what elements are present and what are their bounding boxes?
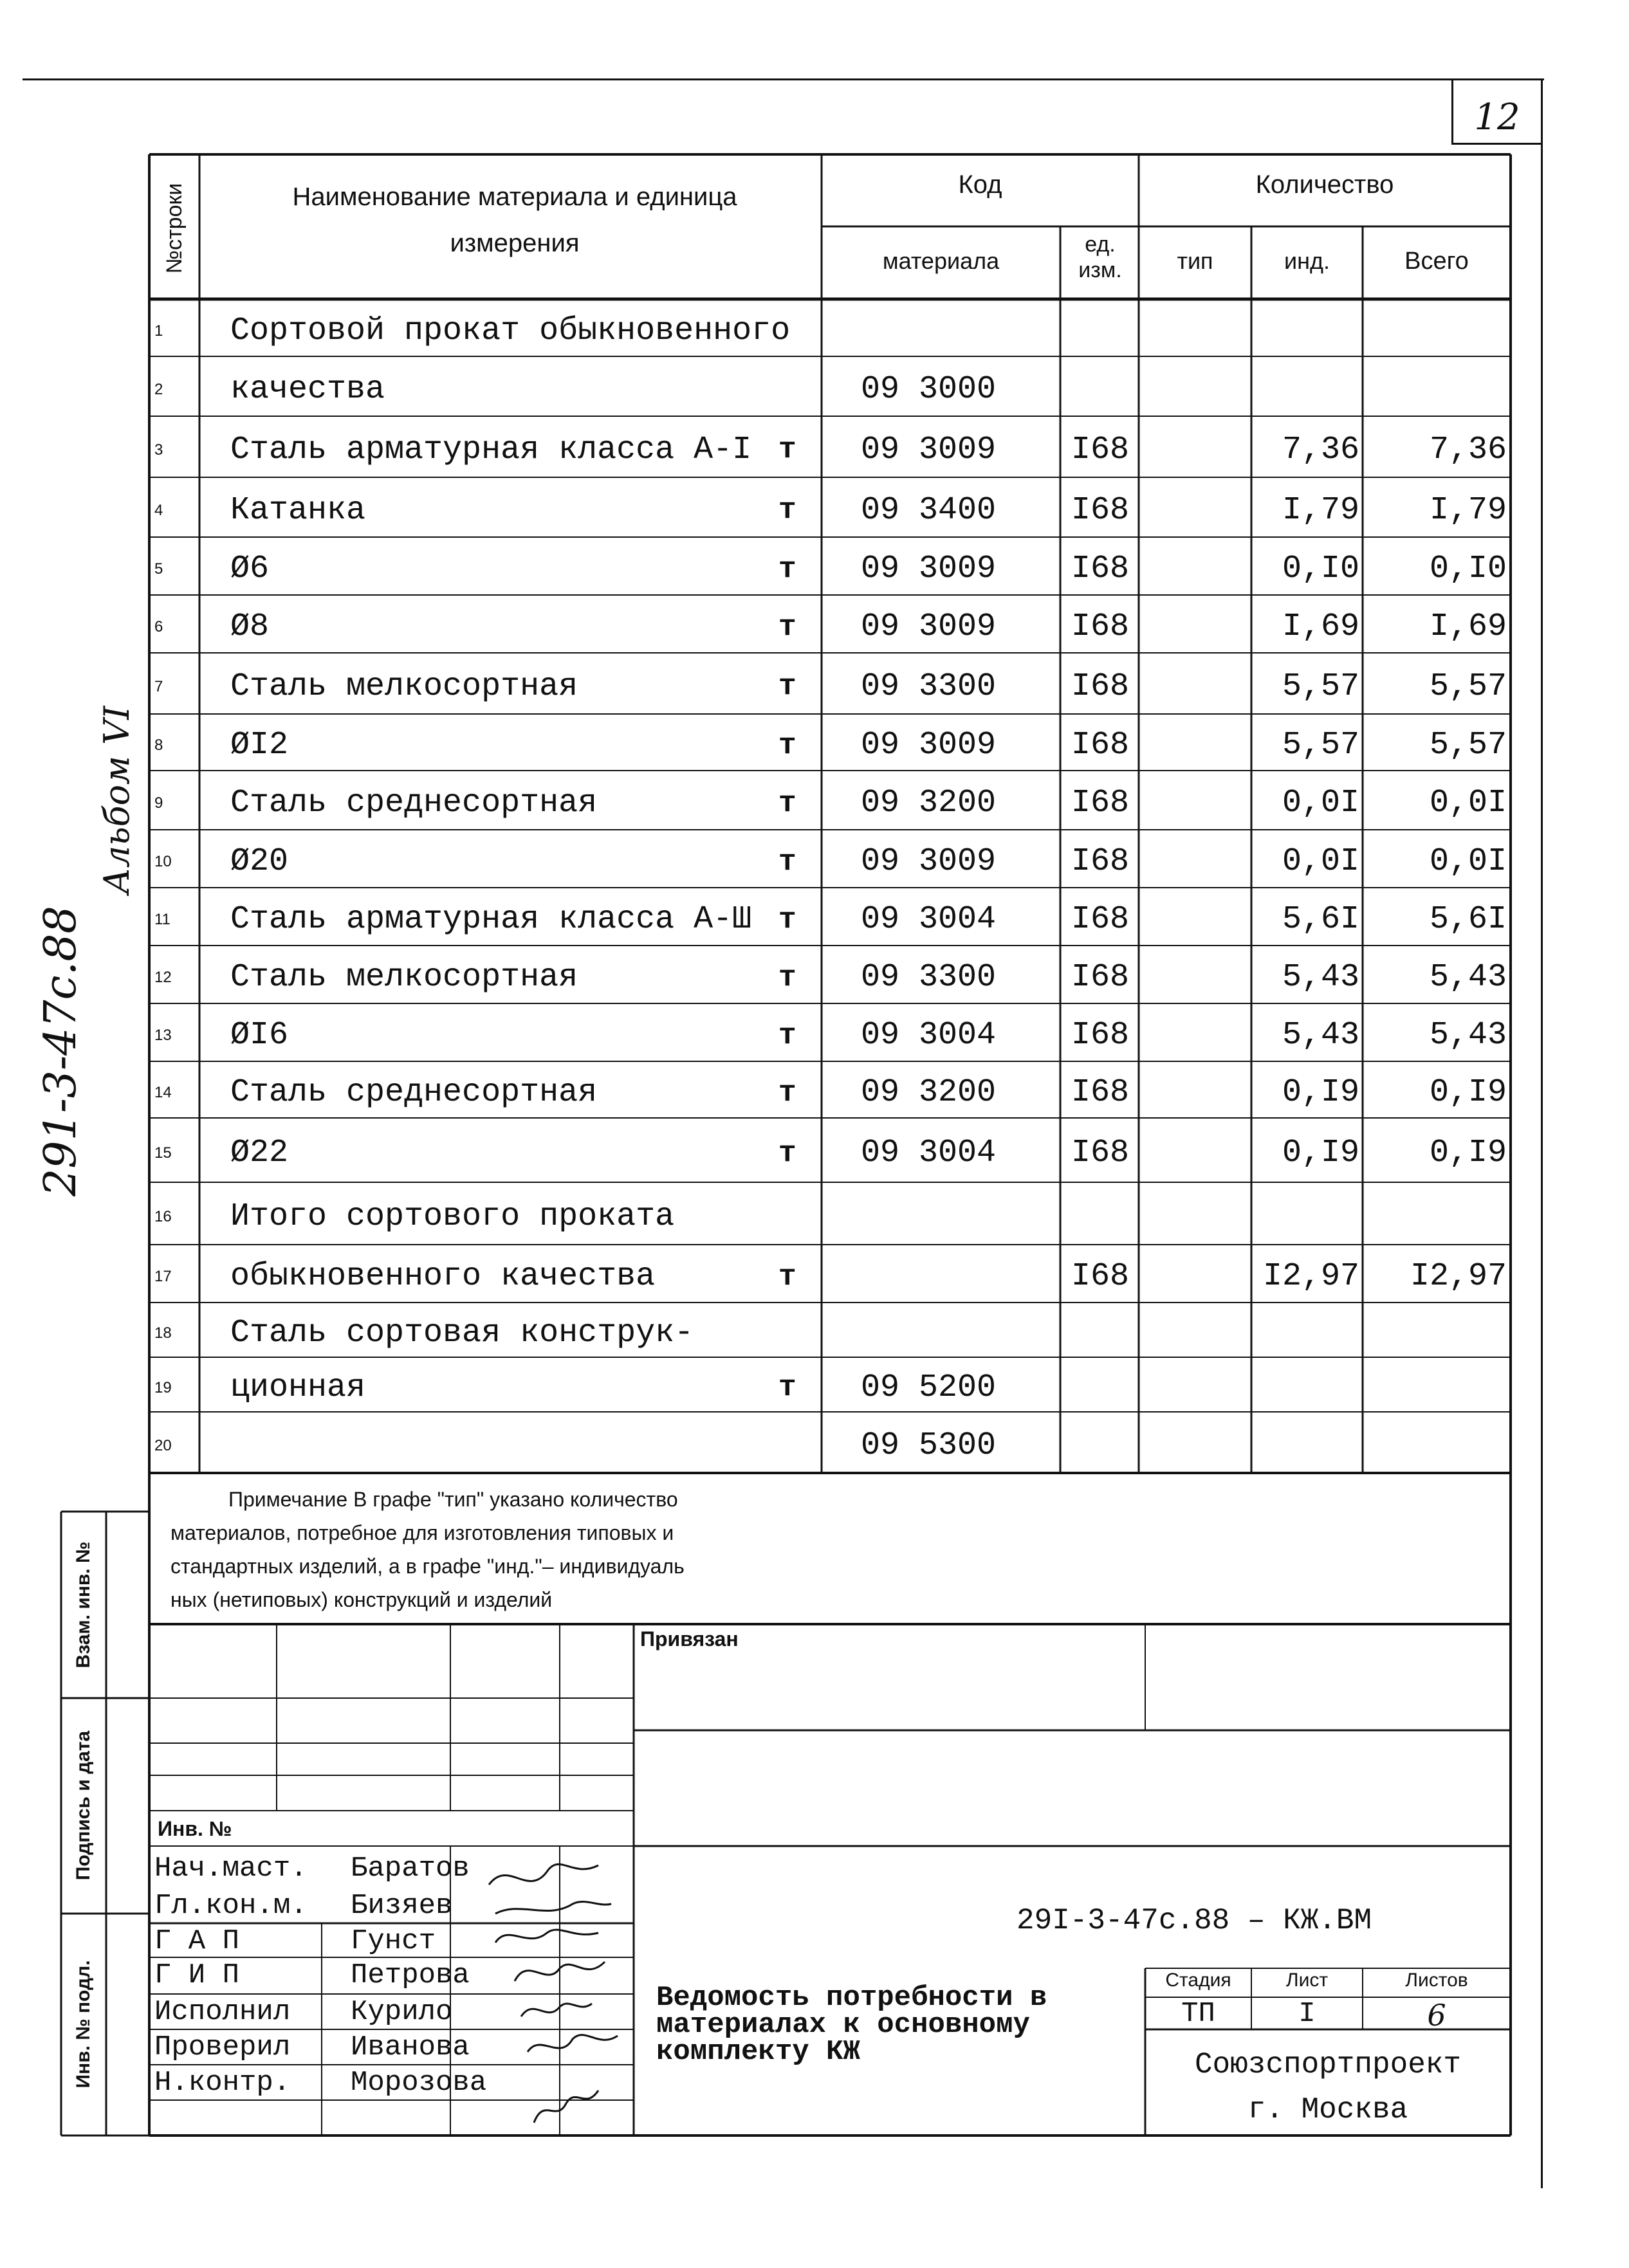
row-number: 19 — [154, 1379, 172, 1396]
material-code: 09 3009 — [861, 727, 997, 764]
qty-ind — [1253, 299, 1359, 356]
stamp-label-inventory: Инв. № подл. — [73, 1960, 94, 2089]
material-unit: т — [778, 729, 796, 762]
unit-code — [1065, 1303, 1136, 1357]
note-line: материалов, потребное для изготовления типовых и — [170, 1521, 674, 1544]
note-line: Примечание В графе "тип" указано количество — [228, 1488, 678, 1511]
qty-ind: 5,6I — [1282, 901, 1359, 938]
material-name: обыкновенного качества — [230, 1258, 656, 1295]
qty-total — [1364, 1412, 1507, 1473]
material-code: 09 3004 — [861, 901, 997, 938]
qty-type — [1142, 1118, 1248, 1182]
qty-ind: 5,43 — [1282, 959, 1359, 996]
qty-type — [1142, 537, 1248, 595]
material-name: Ø20 — [230, 843, 289, 880]
material-code: 09 3000 — [861, 371, 997, 408]
material-name: ØI2 — [230, 727, 289, 764]
row-number: 7 — [154, 678, 163, 695]
qty-ind — [1253, 1412, 1359, 1473]
unit-code: I68 — [1071, 785, 1129, 821]
material-code: 09 5200 — [861, 1369, 997, 1406]
row-number: 17 — [154, 1268, 172, 1285]
row-number: 13 — [154, 1027, 172, 1044]
signature-name: Петрова — [351, 1959, 470, 1991]
album-code: 291-3-47с.88 — [35, 906, 86, 1196]
material-unit — [778, 1412, 817, 1473]
row-number: 20 — [154, 1437, 172, 1454]
sheet-label: Лист — [1285, 1970, 1329, 1991]
unit-code — [1065, 1412, 1136, 1473]
unit-code: I68 — [1071, 668, 1129, 705]
material-name: Сталь среднесортная — [230, 785, 598, 821]
inv-no-label: Инв. № — [158, 1817, 232, 1840]
material-code: 09 3009 — [861, 551, 997, 587]
qty-type — [1142, 299, 1248, 356]
material-name: Сталь арматурная класса А-Ш — [230, 901, 752, 938]
material-code — [861, 299, 1054, 356]
qty-total: 5,43 — [1429, 1017, 1507, 1054]
row-number: 10 — [154, 853, 172, 870]
row-number: 1 — [154, 322, 163, 340]
material-name: Сталь среднесортная — [230, 1074, 598, 1111]
qty-type — [1142, 946, 1248, 1003]
material-code: 09 3200 — [861, 1074, 997, 1111]
qty-total: 5,6I — [1429, 901, 1507, 938]
page-number: 12 — [1474, 96, 1520, 138]
material-name: Сталь мелкосортная — [230, 668, 578, 705]
qty-total — [1364, 1303, 1507, 1357]
material-unit — [778, 356, 817, 416]
row-number: 16 — [154, 1208, 172, 1225]
header-name: Наименование материала и единица измерения — [292, 183, 737, 257]
material-name: Сталь мелкосортная — [230, 959, 578, 996]
material-name: Ø6 — [230, 551, 270, 587]
unit-code: I68 — [1071, 1135, 1129, 1171]
organization-city: г. Москва — [1247, 2093, 1408, 2126]
qty-total: I,79 — [1429, 492, 1507, 529]
material-code: 09 3009 — [861, 843, 997, 880]
material-name: Сталь сортовая конструк- — [230, 1315, 694, 1351]
qty-total: 0,I9 — [1429, 1135, 1507, 1171]
row-number: 9 — [154, 794, 163, 812]
privyazan-label: Привязан — [640, 1627, 739, 1651]
material-code: 09 3400 — [861, 492, 997, 529]
qty-type — [1142, 1357, 1248, 1412]
material-name: Ø22 — [230, 1135, 289, 1171]
material-name: Сталь арматурная класса А-I — [230, 432, 752, 468]
material-unit: т — [778, 1260, 796, 1294]
qty-type — [1142, 888, 1248, 946]
qty-ind: 5,57 — [1282, 727, 1359, 764]
qty-ind: 0,I0 — [1282, 551, 1359, 587]
signature-name: Гунст — [351, 1925, 436, 1957]
material-unit — [778, 1303, 817, 1357]
sheet-value: I — [1298, 1998, 1316, 2030]
qty-total: 0,I9 — [1429, 1074, 1507, 1111]
signature-role: Н.контр. — [154, 2067, 291, 2099]
qty-ind — [1253, 1357, 1359, 1412]
material-code: 09 5300 — [861, 1427, 997, 1464]
sheets-label: Листов — [1405, 1970, 1468, 1991]
signature-name: Баратов — [351, 1852, 470, 1885]
row-number: 11 — [154, 911, 170, 928]
qty-type — [1142, 653, 1248, 714]
qty-ind: 5,57 — [1282, 668, 1359, 705]
note-line: стандартных изделий, а в графе "инд."– индивидуаль — [170, 1555, 685, 1578]
qty-total: 7,36 — [1429, 432, 1507, 468]
header-code-unit: ед. изм. — [1078, 232, 1122, 282]
material-unit: т — [778, 553, 796, 586]
material-name: качества — [230, 371, 385, 408]
material-code: 09 3200 — [861, 785, 997, 821]
material-unit: т — [778, 787, 796, 820]
qty-ind: I,69 — [1282, 608, 1359, 645]
document-title-line: материалах к основному — [656, 2009, 1030, 2041]
unit-code — [1065, 356, 1136, 416]
document-title-line: комплекту КЖ — [656, 2036, 860, 2068]
unit-code: I68 — [1071, 1017, 1129, 1054]
material-name: Итого сортового проката — [230, 1198, 675, 1235]
qty-total — [1364, 299, 1507, 356]
qty-type — [1142, 1303, 1248, 1357]
unit-code: I68 — [1071, 1074, 1129, 1111]
organization-name: Союзспортпроект — [1194, 2048, 1462, 2081]
signature-role: Исполнил — [154, 1996, 291, 2028]
row-number: 12 — [154, 969, 172, 986]
row-number: 5 — [154, 560, 163, 578]
document-title — [656, 1982, 1047, 2068]
row-number: 15 — [154, 1144, 172, 1162]
qty-total: I2,97 — [1410, 1258, 1507, 1295]
stage-value: ТП — [1181, 1998, 1215, 2030]
document-code: 29I-3-47с.88 – КЖ.ВМ — [1017, 1904, 1372, 1937]
row-number: 4 — [154, 502, 163, 519]
material-unit — [778, 299, 817, 356]
signature-name: Иванова — [351, 2031, 470, 2063]
material-code: 09 3004 — [861, 1135, 997, 1171]
qty-type — [1142, 356, 1248, 416]
qty-ind: 0,I9 — [1282, 1074, 1359, 1111]
material-unit: т — [778, 1371, 796, 1404]
unit-code: I68 — [1071, 551, 1129, 587]
qty-type — [1142, 1061, 1248, 1118]
row-number: 8 — [154, 736, 163, 754]
signature-name: Морозова — [351, 2067, 487, 2099]
unit-code: I68 — [1071, 901, 1129, 938]
signature-role: Нач.маст. — [154, 1852, 308, 1885]
qty-type — [1142, 1245, 1248, 1303]
qty-type — [1142, 714, 1248, 771]
material-unit: т — [778, 903, 796, 937]
material-code — [861, 1245, 1054, 1303]
header-row-no: №строки — [162, 183, 187, 274]
signature-name: Курило — [351, 1996, 453, 2028]
qty-type — [1142, 416, 1248, 477]
qty-total: 5,43 — [1429, 959, 1507, 996]
material-unit: т — [778, 610, 796, 644]
qty-ind: 5,43 — [1282, 1017, 1359, 1054]
qty-type — [1142, 477, 1248, 537]
unit-code — [1065, 1357, 1136, 1412]
qty-type — [1142, 1003, 1248, 1061]
qty-type — [1142, 830, 1248, 888]
signature-name: Бизяев — [351, 1890, 453, 1922]
material-unit: т — [778, 1137, 796, 1170]
material-unit: т — [778, 961, 796, 994]
qty-ind — [1253, 356, 1359, 416]
qty-ind — [1253, 1182, 1359, 1245]
qty-ind: 0,I9 — [1282, 1135, 1359, 1171]
material-name: Ø8 — [230, 608, 270, 645]
header-qty-type: тип — [1177, 248, 1213, 274]
material-code: 09 3300 — [861, 959, 997, 996]
qty-ind — [1253, 1303, 1359, 1357]
qty-total: 0,0I — [1429, 785, 1507, 821]
signature-role: Г И П — [154, 1959, 240, 1991]
material-unit: т — [778, 845, 796, 879]
qty-total — [1364, 356, 1507, 416]
material-unit: т — [778, 493, 796, 527]
header-qty: Количество — [1255, 170, 1394, 199]
qty-total: 0,0I — [1429, 843, 1507, 880]
material-name: ØI6 — [230, 1017, 289, 1054]
material-name: Катанка — [230, 492, 366, 529]
material-code: 09 3009 — [861, 432, 997, 468]
qty-type — [1142, 771, 1248, 830]
unit-code — [1065, 299, 1136, 356]
signature-role: Г А П — [154, 1925, 240, 1957]
organization — [1145, 2042, 1511, 2132]
stage-label: Стадия — [1165, 1970, 1231, 1991]
qty-total: I,69 — [1429, 608, 1507, 645]
material-unit: т — [778, 670, 796, 703]
header-qty-ind: инд. — [1284, 248, 1330, 274]
material-name: ционная — [230, 1369, 366, 1406]
qty-type — [1142, 595, 1248, 653]
qty-total — [1364, 1182, 1507, 1245]
row-number: 6 — [154, 618, 163, 636]
qty-ind: 0,0I — [1282, 785, 1359, 821]
qty-ind: I,79 — [1282, 492, 1359, 529]
material-code — [861, 1182, 1054, 1245]
qty-type — [1142, 1182, 1248, 1245]
header-qty-total: Всего — [1404, 248, 1469, 275]
row-number: 14 — [154, 1084, 172, 1101]
material-unit: т — [778, 1076, 796, 1110]
qty-total — [1364, 1357, 1507, 1412]
stamp-label-signature: Подпись и дата — [73, 1730, 94, 1881]
unit-code: I68 — [1071, 608, 1129, 645]
material-name — [230, 1412, 771, 1473]
signature-role: Гл.кон.м. — [154, 1890, 308, 1922]
qty-ind: 7,36 — [1282, 432, 1359, 468]
sheets-value: 6 — [1427, 1998, 1446, 2033]
document-title-line: Ведомость потребности в — [656, 1982, 1047, 2014]
material-code: 09 3009 — [861, 608, 997, 645]
unit-code: I68 — [1071, 959, 1129, 996]
material-unit: т — [778, 1019, 796, 1052]
material-name: Сортовой прокат обыкновенного — [230, 313, 791, 349]
row-number: 2 — [154, 381, 163, 398]
unit-code: I68 — [1071, 843, 1129, 880]
header-code: Код — [958, 170, 1002, 199]
note-line: ных (нетиповых) конструкций и изделий — [170, 1588, 553, 1611]
stamp-label-replace: Взам. инв. № — [73, 1541, 94, 1669]
qty-total: 5,57 — [1429, 668, 1507, 705]
material-code — [861, 1303, 1054, 1357]
material-code: 09 3300 — [861, 668, 997, 705]
album-label: Альбом VI — [97, 706, 137, 894]
qty-ind: I2,97 — [1262, 1258, 1359, 1295]
row-number: 3 — [154, 441, 163, 459]
qty-type — [1142, 1412, 1248, 1473]
qty-ind: 0,0I — [1282, 843, 1359, 880]
unit-code: I68 — [1071, 1258, 1129, 1295]
header-code-material: материала — [882, 248, 1000, 274]
material-unit — [778, 1182, 817, 1245]
signature-role: Проверил — [154, 2031, 291, 2063]
note — [170, 1483, 943, 1616]
unit-code: I68 — [1071, 492, 1129, 529]
material-code: 09 3004 — [861, 1017, 997, 1054]
unit-code: I68 — [1071, 432, 1129, 468]
row-number: 18 — [154, 1324, 172, 1342]
qty-total: 0,I0 — [1429, 551, 1507, 587]
unit-code: I68 — [1071, 727, 1129, 764]
unit-code — [1065, 1182, 1136, 1245]
material-unit: т — [778, 433, 796, 466]
qty-total: 5,57 — [1429, 727, 1507, 764]
